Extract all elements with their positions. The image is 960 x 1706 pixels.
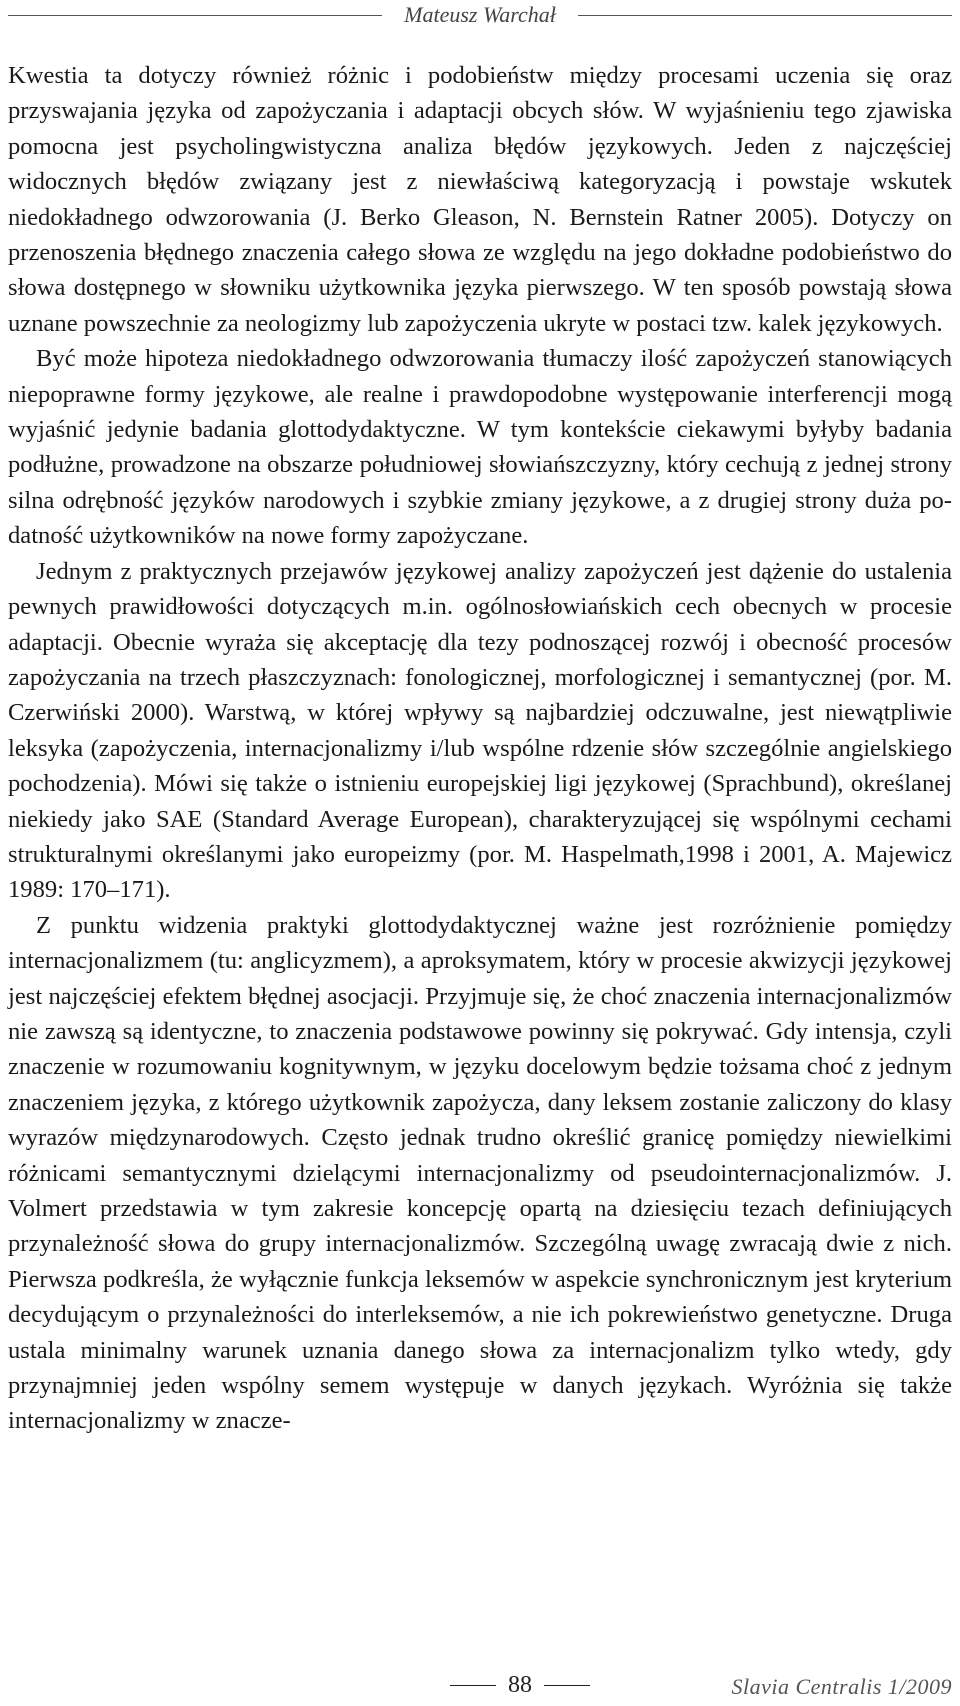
header-rule-left (8, 15, 382, 16)
paragraph-2: Być może hipoteza niedokładnego odwzorowania tłumaczy ilość zapożyczeń stanowiących niepoprawne formy językowe, ale realne i prawdopodobne występowanie interferencji mogą wyjaśnić jedynie badania glottodydaktyczne. W tym kontekście ciekawymi byłyby badania podłużne, prowadzone na obszarze południowej słowiańszczyzny, który cechują z jednej strony silna odrębność języków narodowych i szybkie zmiany językowe, a z drugiej strony duża podatność użytkowników na nowe formy zapożyczane. (8, 345, 952, 550)
paragraph-3: Jednym z praktycznych przejawów językowej analizy zapożyczeń jest dążenie do ustalenia pewnych prawidłowości dotyczących m.in. ogólnosłowiańskich cech obecnych w procesie adaptacji. Obecnie wyraża się akceptację dla tezy podnoszącej rozwój i obecność procesów zapożyczania na trzech płaszczyznach: fonologicznej, morfologicznej i semantycznej (por. M. Czerwiński 2000). Warstwą, w której wpływy są najbardziej odczuwalne, jest niewątpliwie leksyka (zapożyczenia, internacjonalizmy i/lub wspólne rdzenie słów szczególnie angielskiego pochodzenia). Mówi się także o istnieniu europejskiej ligi językowej (Sprachbund), określanej niekiedy jako SAE (Standard Average European), charakteryzującej się wspólnymi cechami strukturalnymi określanymi jako europeizmy (por. M. Haspelmath,1998 i 2001, A. Majewicz 1989: 170–171). (8, 557, 952, 904)
paragraph-4: Z punktu widzenia praktyki glottodydaktycznej ważne jest rozróżnienie pomiędzy internacjonalizmem (tu: anglicyzmem), a aproksymatem, który w procesie akwizycji językowej jest najczęściej efektem błędnej asocjacji. Przyjmuje się, że choć znaczenia internacjonalizmów nie zawszą są identyczne, to znaczenia podstawowe powinny się pokrywać. Gdy intensja, czyli znaczenie w rozumowaniu kognitywnym, w języku docelowym będzie tożsama choć z jednym znaczeniem języka, z którego użytkownik zapożycza, dany leksem zostanie zaliczony do klasy wyrazów międzynarodowych. Często jednak trudno określić granicę pomiędzy niewielkimi różnicami semantycznymi dzielącymi internacjonalizmy od pseudointernacjonalizmów. J. Volmert przedstawia w tym zakresie koncepcję opartą na dziesięciu tezach definiujących przynależność słowa do grupy internacjonalizmów. Szczególną uwagę zwracają dwie z nich. Pierwsza podkreśla, że wyłącznie funkcja leksemów w aspekcie synchronicznym jest kryterium decydującym o przynależności do interleksemów, a nie ich pokrewieństwo genetyczne. Druga ustala minimalny warunek uznania danego słowa za internacjonalizm tylko wtedy, gdy przynajmniej jeden wspólny semem występuje w danych językach. Wyróżnia się także internacjonalizmy w znacze- (8, 911, 952, 1435)
running-header (8, 0, 952, 30)
page-number: 88 (508, 1672, 532, 1698)
header-rule-right (578, 15, 952, 16)
page-number-block (438, 1672, 602, 1699)
body-text (8, 58, 952, 1439)
running-header-author: Mateusz Warchał (404, 2, 556, 27)
paragraph-1: Kwestia ta dotyczy również różnic i podobieństw między procesami uczenia się oraz przyswajania języka od zapożyczania i adaptacji obcych słów. W wyjaśnieniu tego zjawiska pomocna jest psycholingwistyczna analiza błędów językowych. Jeden z najczęściej widocznych błędów związany jest z niewłaściwą kategoryzacją i powstaje wskutek niedokładnego odwzorowania (J. Berko Gleason, N. Bernstein Ratner 2005). Dotyczy on przenoszenia błędnego znaczenia całego słowa ze względu na jego dokładne podobieństwo do słowa dostępnego w słowniku użytkownika języka pierwszego. W ten sposób powstają słowa uznane powszechnie za neologizmy lub zapożyczenia ukryte w postaci tzw. kalek językowych. (8, 62, 952, 337)
folio-dash-right (544, 1685, 590, 1686)
page-footer (0, 1672, 960, 1706)
journal-name: Slavia Centralis 1/2009 (731, 1674, 952, 1699)
folio-dash-left (450, 1685, 496, 1686)
